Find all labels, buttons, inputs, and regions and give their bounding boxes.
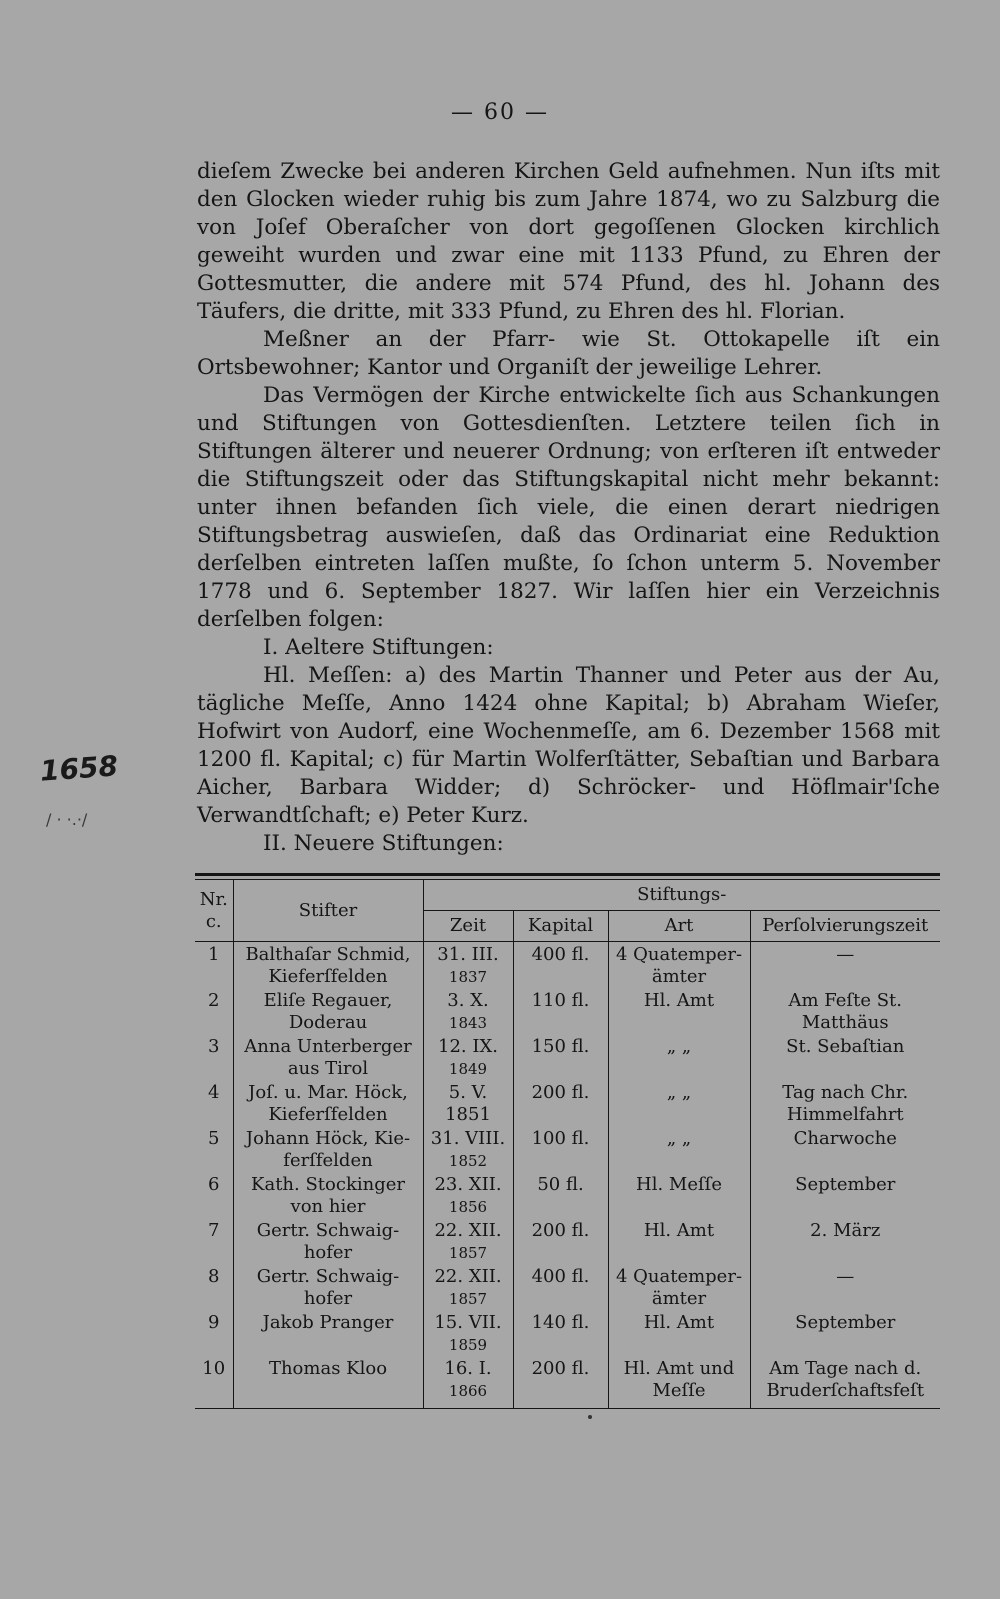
cell-nr-line: 10	[202, 1358, 226, 1379]
cell-zeit	[423, 1034, 513, 1080]
cell-art-line: Hl. Amt und	[623, 1358, 735, 1379]
header-nr: Nr. c.	[195, 880, 233, 942]
cell-zeit	[423, 988, 513, 1034]
cell-stifter	[233, 1126, 423, 1172]
cell-stifter-line: Thomas Kloo	[268, 1358, 388, 1379]
header-zeit: Zeit	[423, 911, 513, 942]
cell-art-line: ämter	[651, 1288, 707, 1309]
header-art: Art	[608, 911, 750, 942]
heading-newer-foundations: II. Neuere Stiftungen:	[263, 831, 504, 856]
cell-stifter-line: Anna Unterberger	[244, 1036, 412, 1057]
table-row	[195, 1172, 940, 1218]
cell-art	[608, 1126, 750, 1172]
cell-art-line: 4 Quatemper-	[615, 944, 743, 965]
cell-nr-line: 1	[208, 944, 220, 965]
foundations-table-area	[195, 873, 940, 1409]
cell-art	[608, 1034, 750, 1080]
cell-kapital	[513, 1310, 608, 1356]
cell-nr	[195, 988, 233, 1034]
cell-stifter	[233, 1080, 423, 1126]
table-row	[195, 1264, 940, 1310]
cell-nr	[195, 1264, 233, 1310]
cell-nr-line: 4	[208, 1082, 220, 1103]
cell-persolvierungszeit-line: Matthäus	[801, 1012, 889, 1033]
cell-stifter	[233, 1264, 423, 1310]
cell-kapital-line: 140 fl.	[531, 1312, 590, 1333]
cell-zeit	[423, 1080, 513, 1126]
table-row	[195, 1080, 940, 1126]
cell-stifter-line: Balthaſar Schmid,	[245, 944, 411, 965]
cell-art-line: Hl. Amt	[643, 1220, 715, 1241]
table-row	[195, 1034, 940, 1080]
cell-art-line: Hl. Meſſe	[636, 1174, 722, 1195]
cell-stifter-line: Joſ. u. Mar. Höck,	[248, 1082, 408, 1103]
cell-zeit-line: 1859	[448, 1336, 488, 1354]
cell-persolvierungszeit-line: Am Tage nach d.	[769, 1358, 922, 1379]
cell-zeit	[423, 1126, 513, 1172]
table-top-rule-thick	[195, 873, 940, 876]
cell-nr-line: 7	[208, 1220, 220, 1241]
table-row	[195, 1310, 940, 1356]
cell-persolvierungszeit	[750, 988, 940, 1034]
cell-persolvierungszeit	[750, 1080, 940, 1126]
paragraph-assets: Das Vermögen der Kirche entwickelte ſich aus Schankungen und Stiftungen von Gottesdienſten. Letztere teilen ſich in Stiftungen älterer und neuerer Ordnung; von erſteren iſt entweder die Stiftungszeit oder das Stiftungskapital nicht mehr bekannt: unter ihnen befanden ſich viele, die einen derart niedrigen Stiftungsbetrag auswieſen, daß das Ordinariat eine Reduktion derſelben eintreten laſſen mußte, ſo ſchon unterm 5. November 1778 und 6. September 1827. Wir laſſen hier ein Verzeichnis derſelben folgen:	[197, 383, 940, 632]
cell-art	[608, 1218, 750, 1264]
cell-persolvierungszeit-line: —	[836, 1266, 855, 1287]
cell-persolvierungszeit-line: Bruderſchaftsfeſt	[766, 1380, 925, 1401]
cell-stifter	[233, 988, 423, 1034]
cell-zeit-line: 1852	[448, 1152, 488, 1170]
header-persolvierungszeit: Perſolvierungszeit	[750, 911, 940, 942]
cell-art	[608, 1310, 750, 1356]
cell-persolvierungszeit-line: September	[795, 1312, 896, 1333]
cell-nr	[195, 1172, 233, 1218]
header-kapital: Kapital	[513, 911, 608, 942]
table-row	[195, 1356, 940, 1409]
cell-stifter-line: ferſfelden	[283, 1150, 373, 1171]
cell-kapital	[513, 1034, 608, 1080]
cell-persolvierungszeit-line: 2. März	[810, 1220, 881, 1241]
cell-zeit-line: 1857	[448, 1290, 488, 1308]
cell-persolvierungszeit	[750, 1172, 940, 1218]
cell-art	[608, 1172, 750, 1218]
header-stifter: Stifter	[233, 880, 423, 942]
cell-stifter-line: von hier	[290, 1196, 366, 1217]
cell-stifter-line: hofer	[303, 1288, 353, 1309]
cell-nr-line: 3	[208, 1036, 220, 1057]
cell-persolvierungszeit	[750, 1310, 940, 1356]
cell-kapital-line: 200 fl.	[531, 1082, 590, 1103]
cell-persolvierungszeit-line: —	[836, 944, 855, 965]
paragraph-older-foundations: Hl. Meſſen: a) des Martin Thanner und Peter aus der Au, tägliche Meſſe, Anno 1424 ohne Kapital; b) Abraham Wieſer, Hofwirt von Audorf, eine Wochenmeſſe, am 6. Dezember 1568 mit 1200 fl. Kapital; c) für Martin Wolferſtätter, Sebaſtian und Barbara Aicher, Barbara Widder; d) Schröcker- und Höflmair'ſche Verwandtſchaft; e) Peter Kurz.	[197, 663, 940, 828]
cell-kapital-line: 200 fl.	[531, 1358, 590, 1379]
cell-persolvierungszeit-line: Am Feſte St.	[788, 990, 902, 1011]
table-row	[195, 942, 940, 989]
cell-nr	[195, 942, 233, 989]
cell-art	[608, 1080, 750, 1126]
cell-kapital-line: 400 fl.	[531, 944, 590, 965]
body-text	[197, 158, 940, 858]
cell-kapital	[513, 1172, 608, 1218]
cell-kapital	[513, 1126, 608, 1172]
cell-nr-line: 9	[208, 1312, 220, 1333]
paragraph-bells: dieſem Zwecke bei anderen Kirchen Geld aufnehmen. Nun iſts mit den Glocken wieder ruhig bis zum Jahre 1874, wo zu Salzburg die von Joſef Oberaſcher von dort gegoſſenen Glocken kirchlich geweiht wurden und zwar eine mit 1133 Pfund, zu Ehren der Gottesmutter, die andere mit 574 Pfund, des hl. Johann des Täufers, die dritte, mit 333 Pfund, zu Ehren des hl. Florian.	[197, 159, 940, 324]
cell-persolvierungszeit	[750, 1264, 940, 1310]
cell-zeit	[423, 1264, 513, 1310]
cell-zeit	[423, 1218, 513, 1264]
cell-zeit-line: 22. XII.	[434, 1266, 502, 1287]
cell-nr-line: 8	[208, 1266, 220, 1287]
foundations-table	[195, 880, 940, 1409]
cell-kapital-line: 50 fl.	[537, 1174, 584, 1195]
cell-art-line: Meſſe	[652, 1380, 706, 1401]
cell-art-line: Hl. Amt	[643, 990, 715, 1011]
cell-stifter	[233, 942, 423, 989]
cell-persolvierungszeit	[750, 1356, 940, 1409]
cell-persolvierungszeit	[750, 1126, 940, 1172]
marginal-scribble: / · ·.·/	[46, 810, 88, 829]
cell-stifter-line: aus Tirol	[287, 1058, 369, 1079]
cell-nr	[195, 1034, 233, 1080]
cell-nr	[195, 1310, 233, 1356]
cell-zeit-line: 5. V. 1851	[445, 1082, 491, 1125]
cell-persolvierungszeit-line: Tag nach Chr.	[782, 1082, 909, 1103]
cell-zeit	[423, 942, 513, 989]
print-speck	[588, 1415, 592, 1419]
table-row	[195, 988, 940, 1034]
cell-zeit-line: 1837	[448, 968, 488, 986]
cell-stifter	[233, 1172, 423, 1218]
cell-zeit-line: 15. VII.	[434, 1312, 502, 1333]
cell-zeit-line: 1857	[448, 1244, 488, 1262]
cell-zeit-line: 16. I.	[444, 1358, 492, 1379]
cell-art-line: Hl. Amt	[643, 1312, 715, 1333]
cell-art	[608, 942, 750, 989]
cell-kapital	[513, 1080, 608, 1126]
cell-zeit	[423, 1310, 513, 1356]
cell-zeit-line: 3. X.	[447, 990, 489, 1011]
cell-zeit-line: 23. XII.	[434, 1174, 502, 1195]
cell-kapital	[513, 1218, 608, 1264]
cell-zeit-line: 1856	[448, 1198, 488, 1216]
cell-stifter-line: Eliſe Regauer,	[263, 990, 393, 1011]
cell-kapital	[513, 1264, 608, 1310]
cell-persolvierungszeit	[750, 942, 940, 989]
cell-persolvierungszeit	[750, 1034, 940, 1080]
cell-zeit-line: 31. III.	[437, 944, 499, 965]
cell-art-line: „ „	[666, 1128, 692, 1149]
cell-zeit-line: 1866	[448, 1382, 488, 1400]
cell-kapital-line: 100 fl.	[531, 1128, 590, 1149]
marginal-handwritten-note: 1658	[38, 749, 119, 788]
cell-zeit-line: 22. XII.	[434, 1220, 502, 1241]
cell-art	[608, 1356, 750, 1409]
table-row	[195, 1126, 940, 1172]
cell-zeit-line: 12. IX.	[438, 1036, 498, 1057]
cell-zeit	[423, 1172, 513, 1218]
cell-stifter-line: Jakob Pranger	[262, 1312, 394, 1333]
cell-stifter-line: Kath. Stockinger	[251, 1174, 405, 1195]
cell-art-line: „ „	[666, 1082, 692, 1103]
cell-zeit	[423, 1356, 513, 1409]
cell-nr-line: 6	[208, 1174, 220, 1195]
cell-stifter-line: Kieferſfelden	[268, 1104, 388, 1125]
cell-kapital-line: 400 fl.	[531, 1266, 590, 1287]
cell-kapital	[513, 988, 608, 1034]
cell-stifter-line: hofer	[303, 1242, 353, 1263]
cell-art-line: 4 Quatemper-	[615, 1266, 743, 1287]
cell-persolvierungszeit-line: Charwoche	[793, 1128, 897, 1149]
cell-art-line: „ „	[666, 1036, 692, 1057]
cell-stifter-line: Gertr. Schwaig-	[256, 1266, 400, 1287]
cell-stifter-line: Gertr. Schwaig-	[256, 1220, 400, 1241]
page-number: — 60 —	[451, 100, 549, 125]
cell-art	[608, 1264, 750, 1310]
cell-kapital-line: 150 fl.	[531, 1036, 590, 1057]
header-stiftungs-group: Stiftungs-	[423, 880, 940, 911]
cell-nr	[195, 1356, 233, 1409]
cell-art-line: ämter	[651, 966, 707, 987]
cell-stifter	[233, 1218, 423, 1264]
cell-kapital	[513, 942, 608, 989]
cell-persolvierungszeit-line: September	[795, 1174, 896, 1195]
cell-stifter	[233, 1310, 423, 1356]
paragraph-sexton: Meßner an der Pfarr- wie St. Ottokapelle iſt ein Ortsbewohner; Kantor und Organiſt der jeweilige Lehrer.	[197, 327, 940, 380]
cell-persolvierungszeit	[750, 1218, 940, 1264]
cell-zeit-line: 1849	[448, 1060, 488, 1078]
cell-zeit-line: 1843	[448, 1014, 488, 1032]
cell-persolvierungszeit-line: Himmelfahrt	[786, 1104, 904, 1125]
cell-stifter-line: Johann Höck, Kie-	[245, 1128, 411, 1149]
cell-nr	[195, 1218, 233, 1264]
cell-nr-line: 5	[208, 1128, 220, 1149]
table-row	[195, 1218, 940, 1264]
cell-kapital-line: 110 fl.	[531, 990, 590, 1011]
cell-persolvierungszeit-line: St. Sebaſtian	[786, 1036, 905, 1057]
cell-art	[608, 988, 750, 1034]
cell-nr-line: 2	[208, 990, 220, 1011]
cell-stifter	[233, 1034, 423, 1080]
cell-kapital-line: 200 fl.	[531, 1220, 590, 1241]
cell-kapital	[513, 1356, 608, 1409]
cell-nr	[195, 1126, 233, 1172]
cell-zeit-line: 31. VIII.	[430, 1128, 506, 1149]
cell-stifter-line: Doderau	[288, 1012, 368, 1033]
cell-stifter-line: Kieferſfelden	[268, 966, 388, 987]
heading-older-foundations: I. Aeltere Stiftungen:	[263, 635, 494, 660]
cell-stifter	[233, 1356, 423, 1409]
cell-nr	[195, 1080, 233, 1126]
